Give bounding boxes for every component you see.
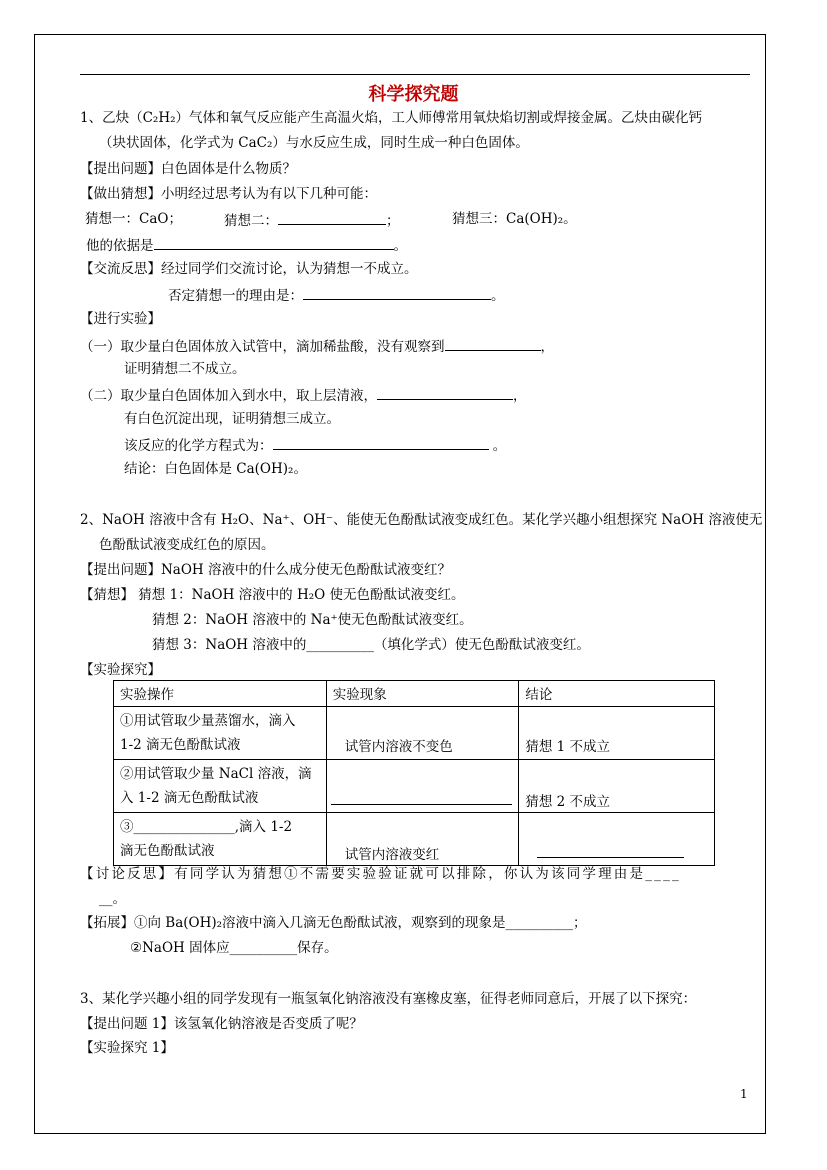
q2-guess1: 【猜想】 猜想 1：NaOH 溶液中的 H₂O 使无色酚酞试液变红。 — [80, 587, 465, 603]
q1-exp2: （二）取少量白色固体加入到水中，取上层清液， ， — [80, 385, 527, 405]
table-cell-operation: ③_______________,滴入 1-2 滴无色酚酞试液 — [114, 813, 327, 866]
q1-conclusion: 结论：白色固体是 Ca(OH)₂。 — [124, 461, 307, 477]
q1-equation: 该反应的化学方程式为： 。 — [124, 435, 506, 455]
q1-exp1b: 证明猜想二不成立。 — [124, 361, 246, 377]
q2-extension-1: 【拓展】①向 Ba(OH)₂溶液中滴入几滴无色酚酞试液，观察到的现象是__________； — [80, 915, 587, 931]
q3-ask: 【提出问题 1】该氢氧化钠溶液是否变质了呢？ — [80, 1016, 363, 1032]
table-cell-result: 猜想 2 不成立 — [519, 760, 715, 813]
table-header-cell: 结论 — [519, 681, 715, 707]
table-cell-result: 猜想 1 不成立 — [519, 707, 715, 760]
q1-ask: 【提出问题】白色固体是什么物质？ — [80, 161, 296, 177]
q2-line2: 色酚酞试液变成红色的原因。 — [99, 537, 275, 553]
table-header-row — [114, 681, 715, 707]
q1-exp1: （一）取少量白色固体放入试管中，滴加稀盐酸，没有观察到 ， — [80, 336, 554, 356]
q3-exp: 【实验探究 1】 — [80, 1040, 174, 1056]
blank-line — [331, 790, 513, 805]
page-number: 1 — [740, 1087, 748, 1101]
table-row — [114, 707, 715, 760]
table-row — [114, 760, 715, 813]
q1-guess1: 猜想一：CaO； — [85, 211, 182, 227]
q2-exp-head: 【实验探究】 — [80, 662, 161, 678]
q1-deny: 否定猜想一的理由是： 。 — [168, 285, 505, 305]
page-title: 科学探究题 — [368, 84, 459, 105]
table-row — [114, 813, 715, 866]
table-cell-observation: 试管内溶液不变色 — [326, 707, 519, 760]
q1-basis: 他的依据是 。 — [86, 235, 407, 255]
table-cell-operation: ①用试管取少量蒸馏水，滴入 1-2 滴无色酚酞试液 — [114, 707, 327, 760]
q2-guess2: 猜想 2：NaOH 溶液中的 Na⁺使无色酚酞试液变红。 — [152, 612, 473, 628]
table-cell-observation — [326, 760, 519, 813]
experiment-table — [113, 680, 715, 866]
q2-extension-2: ②NaOH 固体应__________保存。 — [130, 940, 338, 956]
q2-discussion-1: 【讨论反思】有同学认为猜想①不需要实验验证就可以排除，你认为该同学理由是____ — [80, 866, 681, 882]
q1-guess3: 猜想三：Ca(OH)₂。 — [452, 211, 577, 227]
q1-line2: （块状固体，化学式为 CaC₂）与水反应生成，同时生成一种白色固体。 — [99, 135, 529, 151]
table-cell-operation: ②用试管取少量 NaCl 溶液，滴 入 1-2 滴无色酚酞试液 — [114, 760, 327, 813]
table-header-cell: 实验操作 — [114, 681, 327, 707]
q1-guess-head: 【做出猜想】小明经过思考认为有以下几种可能： — [80, 186, 377, 202]
table-cell-observation: 试管内溶液变红 — [326, 813, 519, 866]
q1-guess2: 猜想二： ； — [224, 210, 400, 230]
q3-line1: 3、某化学兴趣小组的同学发现有一瓶氢氧化钠溶液没有塞橡皮塞，征得老师同意后，开展了以下探究： — [80, 991, 697, 1007]
q1-reflect: 【交流反思】经过同学们交流讨论，认为猜想一不成立。 — [80, 261, 418, 277]
q2-ask: 【提出问题】NaOH 溶液中的什么成分使无色酚酞试液变红？ — [80, 562, 451, 578]
q1-line1: 1、乙炔（C₂H₂）气体和氧气反应能产生高温火焰，工人师傅常用氧炔焰切割或焊接金属。乙炔由碳化钙 — [80, 110, 703, 126]
blank-line — [537, 843, 684, 858]
table-header-cell: 实验现象 — [326, 681, 519, 707]
q2-discussion-2: __。 — [99, 891, 126, 907]
table-cell-result — [519, 813, 715, 866]
q1-exp-head: 【进行实验】 — [80, 311, 161, 327]
q1-exp2b: 有白色沉淀出现，证明猜想三成立。 — [124, 411, 340, 427]
q2-line1: 2、NaOH 溶液中含有 H₂O、Na⁺、OH⁻、能使无色酚酞试液变成红色。某化学兴趣小组想探究 NaOH 溶液使无 — [80, 512, 763, 528]
header-rule — [80, 74, 750, 75]
q2-guess3: 猜想 3：NaOH 溶液中的__________（填化学式）使无色酚酞试液变红。 — [152, 637, 590, 653]
